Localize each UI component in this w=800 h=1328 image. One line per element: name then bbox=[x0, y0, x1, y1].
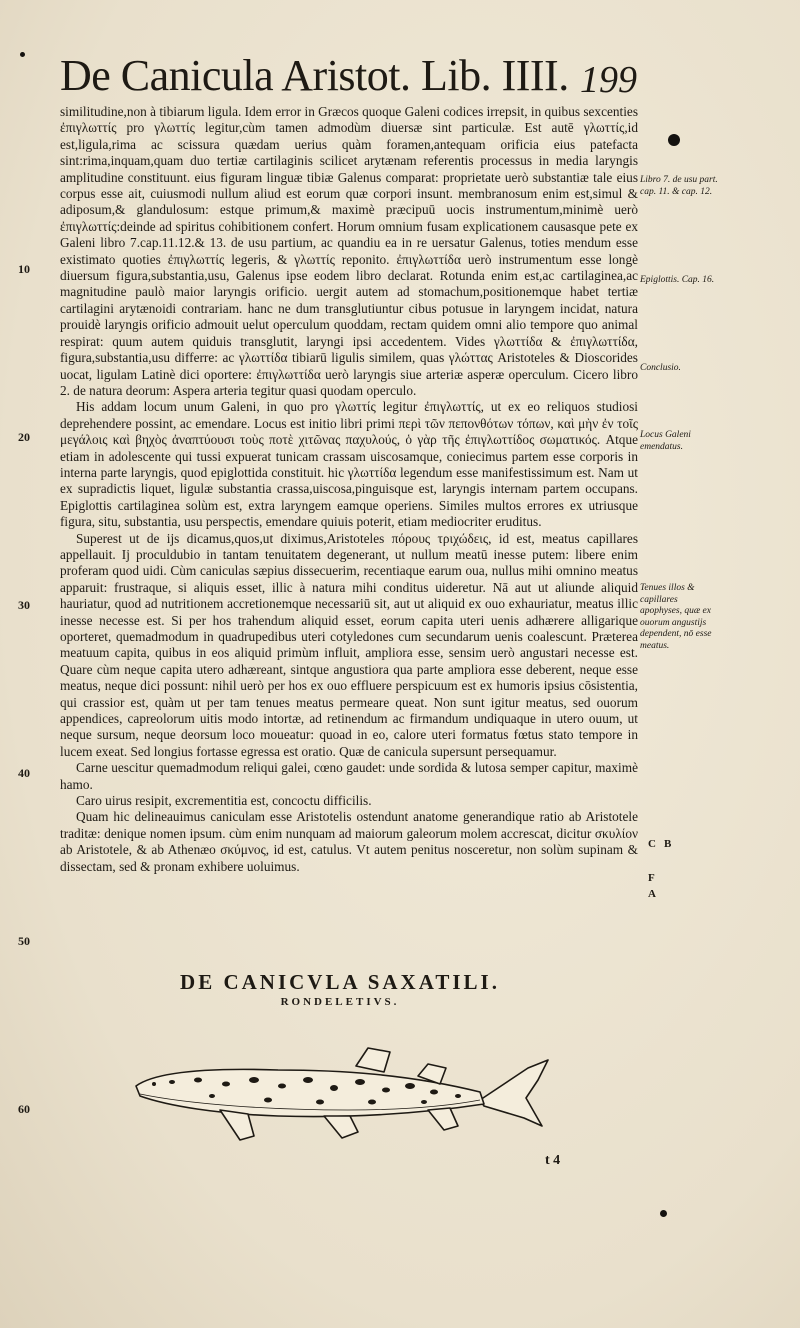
page-spot bbox=[668, 134, 680, 146]
margin-letter: B bbox=[664, 838, 672, 850]
margin-letter: C bbox=[648, 838, 656, 850]
signature-mark: t 4 bbox=[545, 1153, 561, 1168]
page-number: 199 bbox=[580, 59, 637, 101]
main-text bbox=[60, 104, 638, 875]
margin-letter: F bbox=[648, 872, 655, 884]
margin-note: Epiglottis. Cap. 16. bbox=[640, 275, 715, 285]
paragraph: Quam hic delineauimus caniculam esse Aristotelis ostendunt anatome generandique ratio ab Aristotele traditæ: denique nomen ipsum. cùm enim nunquam ad maiorum galeorum molem accrescat, dicitur σκυλίον ab Aristotele, & ab Athenæo σκύμνος, id est, catulus. Vt autem penitus nosceretur, non solùm supinam & dissectam, sed & pronam exhibere uoluimus. bbox=[60, 809, 638, 874]
margin-note: Libro 7. de usu part. cap. 11. & cap. 12. bbox=[640, 175, 718, 197]
margin-note: Tenues illos & capillares apophyses, quæ ex ouorum angustijs dependent, nō esse meatus. bbox=[640, 583, 712, 651]
line-number: 20 bbox=[18, 430, 30, 444]
paragraph: His addam locum unum Galeni, in quo pro γλωττίς legitur ἐπιγλωττίς, ut ex eo reliquos studiosi deprehendere possint, ac emendare. Locus est initio libri primi περὶ τῶν πεπονθότων τόπων, καὶ μὴν ἐν τοῖς μεγάλοις καὶ βηχὸς ἀναπτύουσι τοὺς ποτὲ χιτῶνας παχυλούς, ὁ γὰρ τῆς ἐπιγλωττίδος σωματικός. Atque etiam in adolescente qui tussi expuerat tunicam crassam uiscosamque, coniecimus partem esse corporis in interna parte laryngis, quod epiglottida constituit. hic γλωττίδα legendum esse manifestissimum est. Nam ut ex supradictis liquet, ligulæ substantia crassa,uiscosa,pinguisque est, laryngis internam partem occupans. Epiglottis cartilaginea solùm est, extra laryngem eamque operiens. Similes multos errores ex utriusque figura, situ, substantia, usu perspectis, emendare quiuis poterit, etiam mediocriter eruditus. bbox=[60, 399, 638, 530]
page-spot bbox=[20, 52, 25, 57]
section-author: RONDELETIVS. bbox=[280, 996, 400, 1008]
margin-letter: A bbox=[648, 888, 656, 900]
line-number: 60 bbox=[18, 1102, 30, 1116]
margin-note: Conclusio. bbox=[640, 363, 681, 373]
running-title: De Canicula Aristot. Lib. IIII. bbox=[60, 51, 569, 100]
paragraph: Carne uescitur quemadmodum reliqui galei, cœno gaudet: unde sordida & lutosa semper capitur, maximè hamo. bbox=[60, 760, 638, 792]
paragraph: similitudine,non à tibiarum ligula. Idem error in Græcos quoque Galeni codices irrepsit, in quibus sexcenties ἐπιγλωττίς pro γλωττίς legitur,cùm tamen admodùm diuersæ sint particulæ. Est autē γλωττίς,id est,ligula,rima ac scissura quædam uerius quàm foramen,antequam orificia eius patefacta sint:rima,inquam,quam duo tertiæ cartilaginis scilicet arytænam referentis processus in media laryngis amplitudine constituunt. eius figuram linguæ tibiæ Galenus comparat: proprietate uerò substantiæ tale eius corpus esse ait, cuiusmodi nullum aliud est eorum quæ corpori insunt. membranosum enim est,simul & adiposum,& glandulosum: estque primum,& maximè præcipuū uocis instrumentum,minimè uerò ἐπιγλωττίς:deinde ad spiritus cohibitionem confert. Horum omnium fusam explicationem causasque pete ex Galeni libro 7.cap.11.12.& 13. de usu partium, ac quandiu ea in re uersatur Galenus, toties mendum esse existimato quoties ἐπιγλωττίς legeris, & γλωττίς reponito. ἐπιγλωττίδα uerò instrumentum esse longè diuersum figura,substantia,usu, Galenus ipse eodem libro declarat. Rotunda enim est,ac cartilaginea,ac magnitudine paulò maior laryngis orificio. uergit autem ad stomachum,positionemque habet tertiæ cartilagini arytænoidi contrariam. hanc ne dum transglutiuntur cibus potusue in laryngem incidat, natura prouidè laryngis orificio admouit uelut operculum quoddam, rectam quidem omni alio tempore quo animal respirat: quum autem quiduis transglutit, laryngi ipsi accedentem. Vides γλωττίδα & ἐπιγλωττίδα, figura,substantia,usu differre: ac γλωττίδα tibiarū ligulis similem, quas γλώττας Aristoteles & Dioscorides uocat, ligulam Latinè dici oportere: ἐπιγλωττίδα uerò laryngis siue arteriæ asperæ operculum. Cicero libro 2. de natura deorum: Aspera arteria tegitur quasi quodam operculo. bbox=[60, 104, 638, 398]
page-spot bbox=[660, 1210, 667, 1217]
fish-woodcut-illustration bbox=[128, 1040, 558, 1150]
line-number: 10 bbox=[18, 262, 30, 276]
paragraph: Superest ut de ijs dicamus,quos,ut diximus,Aristoteles πόρους τριχώδεις, id est, meatus capillares appellauit. Ij proculdubio in tantam tenuitatem degenerant, ut nullum meatū inesse putem: libere enim proferam quod uidi. Cùm caniculas sæpius dissecuerim, recentiaque earum oua, nullus mihi omnino meatus apparuit: frustraque, si aliquis esset, illic à natura mihi conditus uideretur. Nā aut ut aliunde aliquid hauriatur, quod ad nutritionem accretionemque necessariū sit, aut ut aliquid ex ouo exhauriatur, meatus illic inesse necesse est. Si per hos trahendum aliquid esset, eorum capita uteri uenis adhærere alligarique oporteret, quemadmodum in quadrupedibus uteri cotyledones cum secundarum uenis coalescunt. Præterea meatuum capita, quibus in eos aliquid primùm influit, ampliora esse, sensim uerò angustari necesse est. Quare cùm neque capita utero adhæreant, sintque angustiora qua parte ampliora esse deberent, neque esse meatus, neque dici possunt: nihil uerò per hos ex ouo effluere perspicuum est ex humoris ipsius cōsistentia, qui crassior est, quàm ut per tam tenues meatus permeare queat. Non sunt igitur meatus, sed ouorum appendices, capreolorum uitis modo intortæ, ad retinendum ac firmandum undiquaque in utero ouum, ut neque sursum, neque deorsum loco moueatur: quoad in eo, calore uteri formatus fœtus stato tempore in lucem exeat. Sed longius fortasse egressa est oratio. Quæ de canicula supersunt persequamur. bbox=[60, 530, 638, 759]
page-header bbox=[60, 40, 637, 110]
line-number: 30 bbox=[18, 598, 30, 612]
line-number: 50 bbox=[18, 934, 30, 948]
section-title: DE CANICVLA SAXATILI. bbox=[180, 970, 500, 994]
margin-note: Locus Galeni emendatus. bbox=[640, 430, 691, 452]
paragraph: Caro uirus resipit, excrementitia est, concoctu difficilis. bbox=[76, 793, 372, 809]
line-number: 40 bbox=[18, 766, 30, 780]
